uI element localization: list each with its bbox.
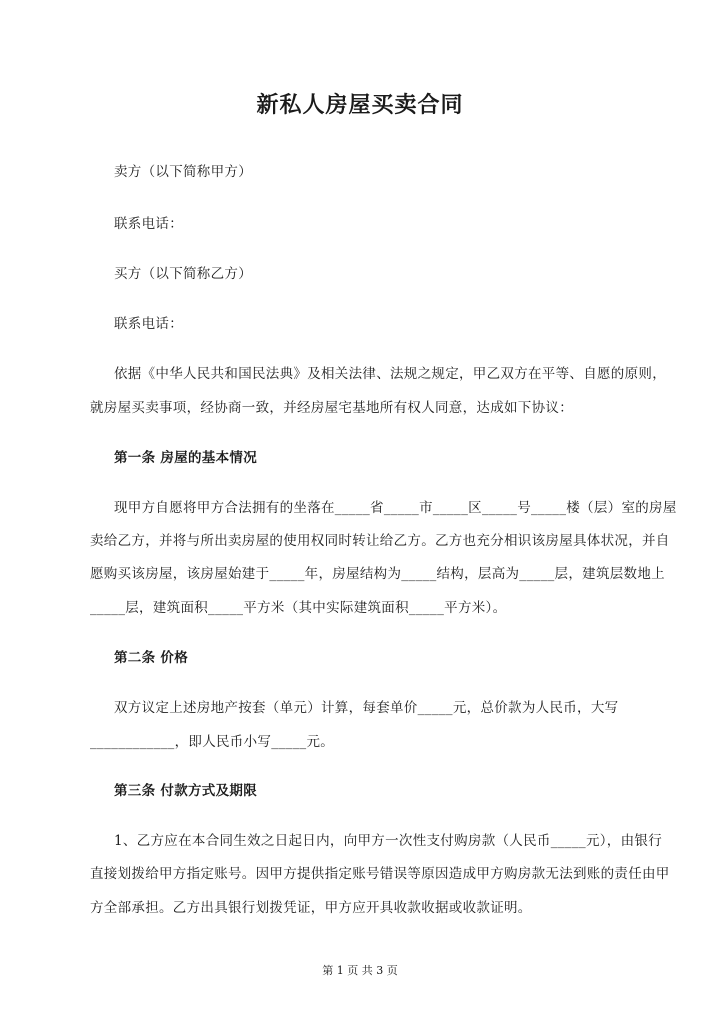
article2-line-2: ____________，即人民币小写_____元。	[90, 734, 335, 750]
preamble-line-2: 就房屋买卖事项，经协商一致，并经房屋宅基地所有权人同意，达成如下协议：	[90, 400, 573, 416]
preamble-line-1: 依据《中华人民共和国民法典》及相关法律、法规之规定，甲乙双方在平等、自愿的原则，	[114, 366, 666, 382]
seller-line: 卖方（以下简称甲方）	[114, 164, 252, 180]
buyer-phone-line: 联系电话：	[114, 316, 183, 332]
article2-line-1: 双方议定上述房地产按套（单元）计算，每套单价_____元，总价款为人民币，大写	[114, 700, 619, 716]
article1-line-2: 卖给乙方，并将与所出卖房屋的使用权同时转让给乙方。乙方也充分相识该房屋具体状况，并自	[90, 533, 670, 549]
article1-line-1: 现甲方自愿将甲方合法拥有的坐落在_____省_____市_____区_____号_____楼（层）室的房屋	[114, 500, 677, 516]
seller-phone-line: 联系电话：	[114, 216, 183, 232]
article2-heading: 第二条 价格	[114, 650, 188, 666]
buyer-line: 买方（以下简称乙方）	[114, 266, 252, 282]
article3-heading: 第三条 付款方式及期限	[114, 783, 257, 799]
article1-heading: 第一条 房屋的基本情况	[114, 450, 257, 466]
document-title: 新私人房屋买卖合同	[256, 92, 464, 118]
article1-line-4: _____层，建筑面积_____平方米（其中实际建筑面积_____平方米）。	[90, 600, 507, 616]
article3-line-1: 1、乙方应在本合同生效之日起日内，向甲方一次性支付购房款（人民币_____元），由银行	[114, 833, 662, 849]
page-number: 第 1 页 共 3 页	[322, 964, 398, 977]
article1-line-3: 愿购买该房屋，该房屋始建于_____年，房屋结构为_____结构，层高为_____层，建筑层数地上	[90, 566, 665, 582]
article3-line-2: 直接划拨给甲方指定账号。因甲方提供指定账号错误等原因造成甲方购房款无法到账的责任由甲	[90, 866, 670, 882]
article3-line-3: 方全部承担。乙方出具银行划拨凭证，甲方应开具收款收据或收款证明。	[90, 900, 532, 916]
